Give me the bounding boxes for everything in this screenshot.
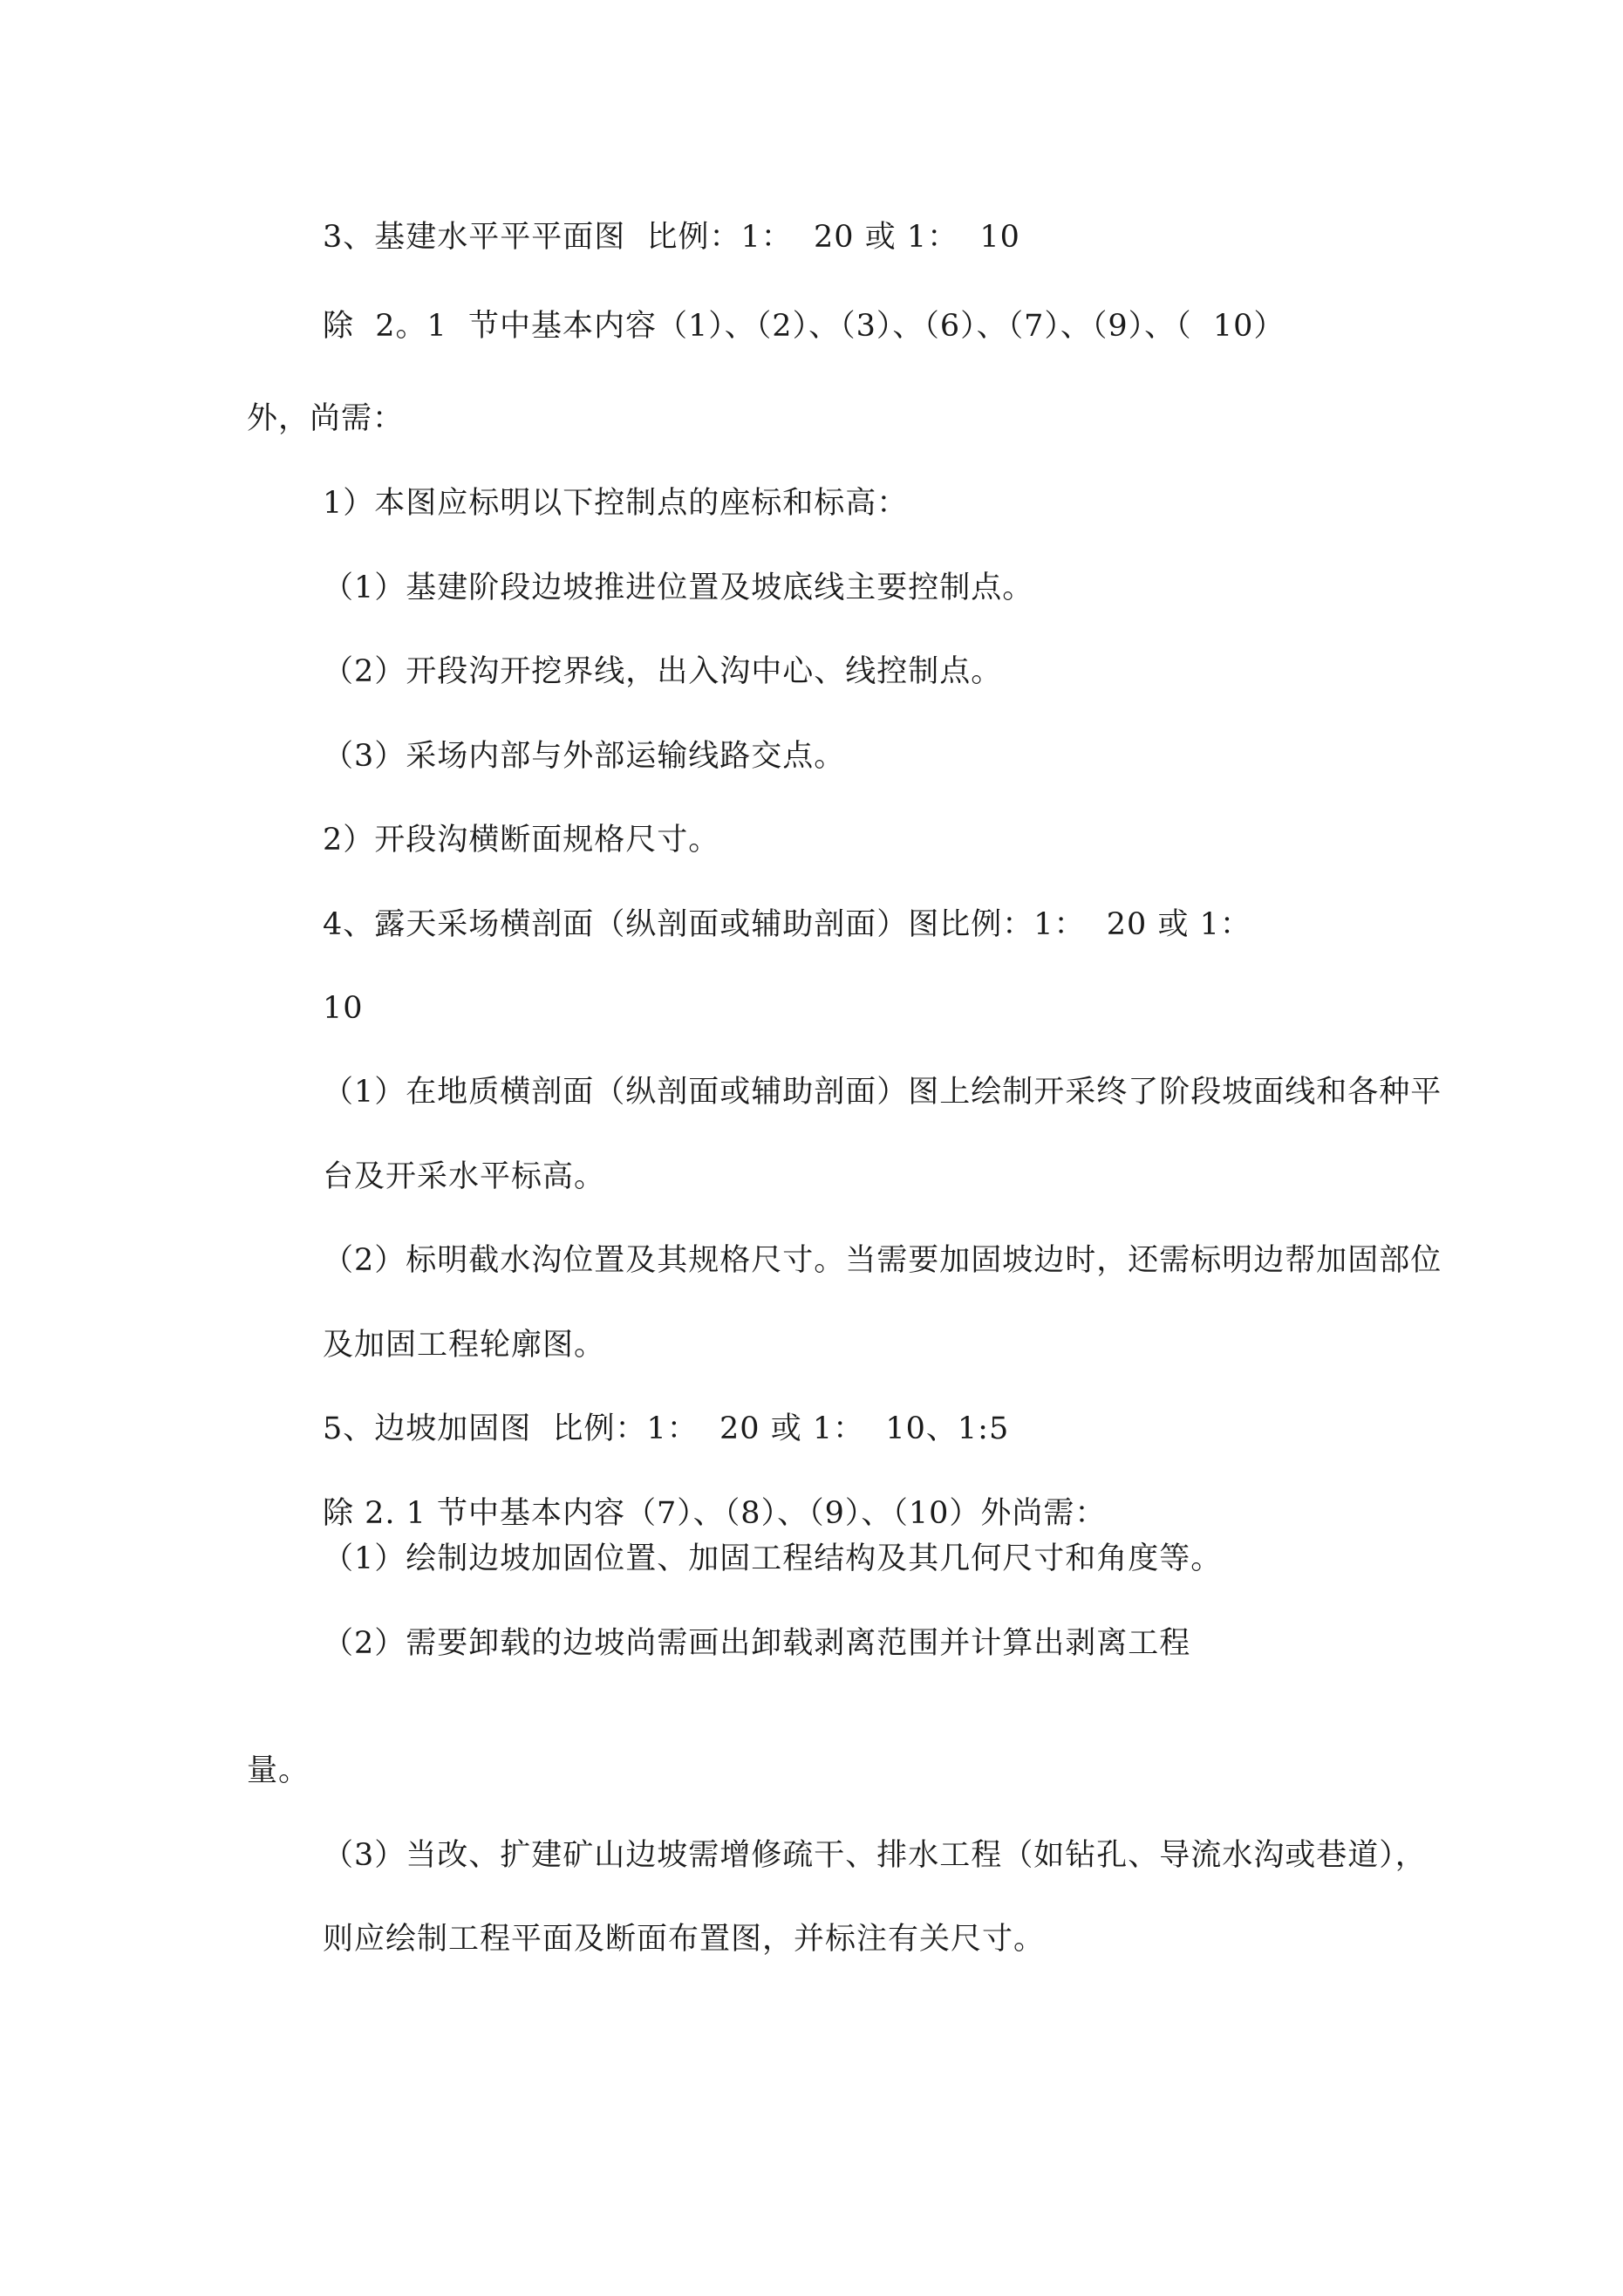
heading-section-5: 5、边坡加固图 比例：1： 20 或 1： 10、1:5 (323, 1411, 1010, 1446)
list-item: （1）基建阶段边坡推进位置及坡底线主要控制点。 (323, 571, 1034, 605)
heading-section-3: 3、基建水平平平面图 比例：1： 20 或 1： 10 (323, 220, 1020, 255)
list-item-continuation: 台及开采水平标高。 (323, 1159, 606, 1194)
list-item-continuation: 及加固工程轮廓图。 (323, 1328, 606, 1363)
paragraph-line: 外，尚需： (247, 401, 405, 436)
list-item: （3）当改、扩建矿山边坡需增修疏干、排水工程（如钻孔、导流水沟或巷道）， (323, 1838, 1427, 1873)
list-item: （2）需要卸载的边坡尚需画出卸载剥离范围并计算出剥离工程 (323, 1626, 1191, 1661)
paragraph-line: 除 2。1 节中基本内容（1）、（2）、（3）、（6）、（7）、（9）、（ 10） (323, 309, 1285, 344)
list-item: （2）标明截水沟位置及其规格尺寸。当需要加固坡边时，还需标明边帮加固部位 (323, 1243, 1442, 1278)
paragraph-line: 除 2. 1 节中基本内容（7）、（8）、（9）、（10）外尚需： (323, 1496, 1107, 1531)
paragraph-line: 1）本图应标明以下控制点的座标和标高： (323, 486, 909, 521)
list-item: （1）绘制边坡加固位置、加固工程结构及其几何尺寸和角度等。 (323, 1541, 1223, 1576)
paragraph-line: 2）开段沟横断面规格尺寸。 (323, 823, 720, 858)
list-item-continuation: 则应绘制工程平面及断面布置图，并标注有关尺寸。 (323, 1922, 1046, 1957)
list-item: （2）开段沟开挖界线，出入沟中心、线控制点。 (323, 654, 1003, 689)
heading-section-4: 4、露天采场横剖面（纵剖面或辅助剖面）图比例：1： 20 或 1： (323, 907, 1251, 942)
list-item-continuation: 量。 (247, 1753, 310, 1788)
list-item: （3）采场内部与外部运输线路交点。 (323, 739, 846, 774)
paragraph-line: 10 (323, 991, 364, 1026)
list-item: （1）在地质横剖面（纵剖面或辅助剖面）图上绘制开采终了阶段坡面线和各种平 (323, 1075, 1442, 1110)
